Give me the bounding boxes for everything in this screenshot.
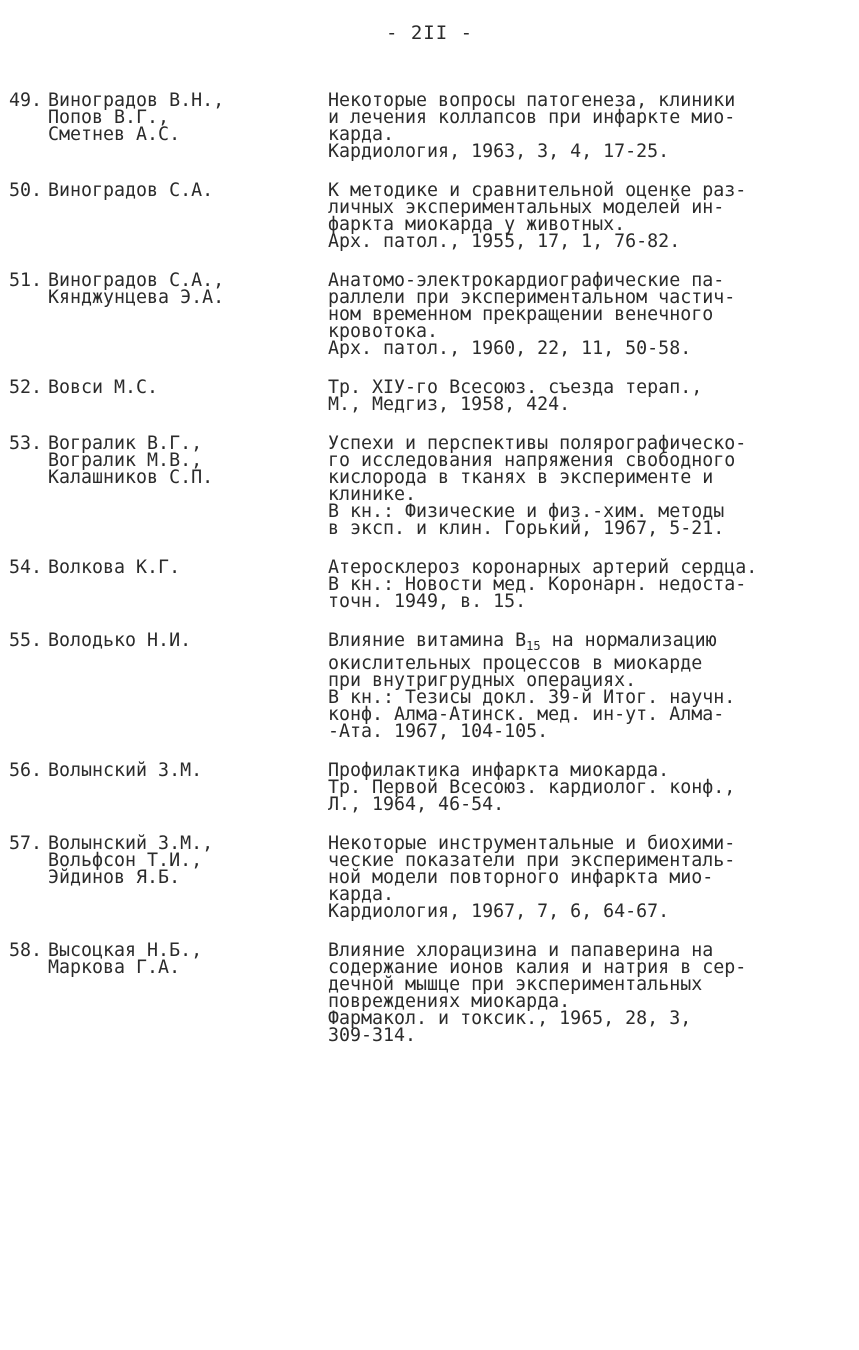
source-line: Кардиология, 1967, 7, 6, 64-67. (328, 901, 670, 922)
entry-reference (328, 92, 808, 160)
entry-reference (328, 559, 808, 610)
bibliography-entry (0, 835, 859, 920)
source-line: В кн.: Тезисы докл. 39-й Итог. научн. (328, 687, 736, 708)
title-line: Тр. XIУ-го Всесоюз. съезда терап., (328, 377, 703, 398)
entry-authors-column (0, 632, 328, 740)
bibliography-entry (0, 435, 859, 537)
entry-reference (328, 182, 808, 250)
title-line: ческие показатели при эксперименталь- (328, 850, 736, 871)
source-line: конф. Алма-Атинск. мед. ин-ут. Алма- (328, 704, 725, 725)
title-line: Влияние хлорацизина и папаверина на (328, 940, 714, 961)
author-name: Виноградов В.Н., (48, 90, 225, 111)
author-name: Кянджунцева Э.А. (48, 287, 225, 308)
title-line: фаркта миокарда у животных. (328, 214, 626, 235)
entry-number: 52. (8, 377, 42, 398)
page-number: - 2II - (385, 22, 474, 44)
entry-authors (48, 559, 328, 610)
title-line: Некоторые вопросы патогенеза, клиники (328, 90, 736, 111)
entry-authors (48, 632, 328, 740)
title-line: повреждениях миокарда. (328, 991, 571, 1012)
entry-reference (328, 435, 808, 537)
author-name: Вогралик В.Г., (48, 433, 203, 454)
entry-reference (328, 762, 808, 813)
entry-reference (328, 942, 808, 1044)
entry-authors-column (0, 435, 328, 537)
entry-authors (48, 92, 328, 160)
author-name: Виноградов С.А., (48, 270, 225, 291)
title-line: Некоторые инструментальные и биохими- (328, 833, 736, 854)
subscript: 15 (526, 639, 541, 653)
title-line: и лечения коллапсов при инфаркте мио- (328, 107, 736, 128)
author-name: Вовси М.С. (48, 377, 159, 398)
source-line: Арх. патол., 1955, 17, 1, 76-82. (328, 231, 681, 252)
entry-number: 55. (8, 630, 42, 651)
entry-authors-column (0, 942, 328, 1044)
entry-number: 56. (8, 760, 42, 781)
author-name: Волынский З.М. (48, 760, 203, 781)
bibliography-entry (0, 182, 859, 250)
title-line: дечной мышце при экспериментальных (328, 974, 703, 995)
entry-authors (48, 272, 328, 357)
title-line: личных экспериментальных моделей ин- (328, 197, 725, 218)
bibliography-entry (0, 559, 859, 610)
bibliography-entry (0, 942, 859, 1044)
title-line: кровотока. (328, 321, 439, 342)
entry-number: 57. (8, 833, 42, 854)
title-line: Анатомо-электрокардиографические па- (328, 270, 725, 291)
author-name: Калашников С.П. (48, 467, 214, 488)
author-name: Эйдинов Я.Б. (48, 867, 181, 888)
title-line: К методике и сравнительной оценке раз- (328, 180, 747, 201)
title-line: окислительных процессов в миокарде (328, 653, 703, 674)
title-line: ном временном прекращении венечного (328, 304, 714, 325)
author-name: Высоцкая Н.Б., (48, 940, 203, 961)
source-line: Фармакол. и токсик., 1965, 28, 3, (328, 1008, 692, 1029)
bibliography-entry (0, 379, 859, 413)
source-line: Кардиология, 1963, 3, 4, 17-25. (328, 141, 670, 162)
author-name: Вогралик М.В., (48, 450, 203, 471)
author-name: Виноградов С.А. (48, 180, 214, 201)
source-line: Тр. Первой Всесоюз. кардиолог. конф., (328, 777, 736, 798)
title-line: карда. (328, 884, 395, 905)
entry-authors-column (0, 272, 328, 357)
bibliography-entry (0, 92, 859, 160)
bibliography-entry (0, 272, 859, 357)
entry-number: 51. (8, 270, 42, 291)
entry-number: 50. (8, 180, 42, 201)
title-line: Атеросклероз коронарных артерий сердца. (328, 557, 758, 578)
author-name: Вольфсон Т.И., (48, 850, 203, 871)
bibliography-list (0, 92, 859, 1066)
source-line: в эксп. и клин. Горький, 1967, 5-21. (328, 518, 725, 539)
source-line: Арх. патол., 1960, 22, 11, 50-58. (328, 338, 692, 359)
entry-authors (48, 835, 328, 920)
entry-authors-column (0, 835, 328, 920)
entry-authors (48, 182, 328, 250)
title-text: Влияние витамина B (328, 630, 527, 651)
title-line (328, 632, 808, 655)
entry-number: 58. (8, 940, 42, 961)
title-line: М., Медгиз, 1958, 424. (328, 394, 571, 415)
title-line: клинике. (328, 484, 417, 505)
author-name: Володько Н.И. (48, 630, 192, 651)
entry-number: 49. (8, 90, 42, 111)
source-line: В кн.: Физические и физ.-хим. методы (328, 501, 725, 522)
title-line: го исследования напряжения свободного (328, 450, 736, 471)
entry-authors-column (0, 559, 328, 610)
author-name: Маркова Г.А. (48, 957, 181, 978)
entry-reference (328, 272, 808, 357)
title-line: содержание ионов калия и натрия в сер- (328, 957, 747, 978)
entry-authors-column (0, 379, 328, 413)
bibliography-entry (0, 632, 859, 740)
entry-authors-column (0, 762, 328, 813)
source-line: -Ата. 1967, 104-105. (328, 721, 549, 742)
source-line: 309-314. (328, 1025, 417, 1046)
entry-reference (328, 379, 808, 413)
bibliography-entry (0, 762, 859, 813)
author-name: Попов В.Г., (48, 107, 170, 128)
title-line: Успехи и перспективы полярографическо- (328, 433, 747, 454)
entry-reference (328, 632, 808, 740)
title-line: Профилактика инфаркта миокарда. (328, 760, 670, 781)
entry-authors (48, 379, 328, 413)
title-line: карда. (328, 124, 395, 145)
entry-authors-column (0, 182, 328, 250)
entry-number: 53. (8, 433, 42, 454)
title-line: кислорода в тканях в эксперименте и (328, 467, 714, 488)
author-name: Волынский З.М., (48, 833, 214, 854)
title-text: на нормализацию (540, 630, 717, 651)
entry-authors (48, 435, 328, 537)
source-line: В кн.: Новости мед. Коронарн. недоста- (328, 574, 747, 595)
entry-authors (48, 762, 328, 813)
title-line: раллели при экспериментальном частич- (328, 287, 736, 308)
entry-authors-column (0, 92, 328, 160)
author-name: Волкова К.Г. (48, 557, 181, 578)
source-line: точн. 1949, в. 15. (328, 591, 527, 612)
entry-number: 54. (8, 557, 42, 578)
title-line: ной модели повторного инфаркта мио- (328, 867, 714, 888)
entry-authors (48, 942, 328, 1044)
title-line: при внутригрудных операциях. (328, 670, 637, 691)
source-line: Л., 1964, 46-54. (328, 794, 505, 815)
author-name: Сметнев А.С. (48, 124, 181, 145)
entry-reference (328, 835, 808, 920)
